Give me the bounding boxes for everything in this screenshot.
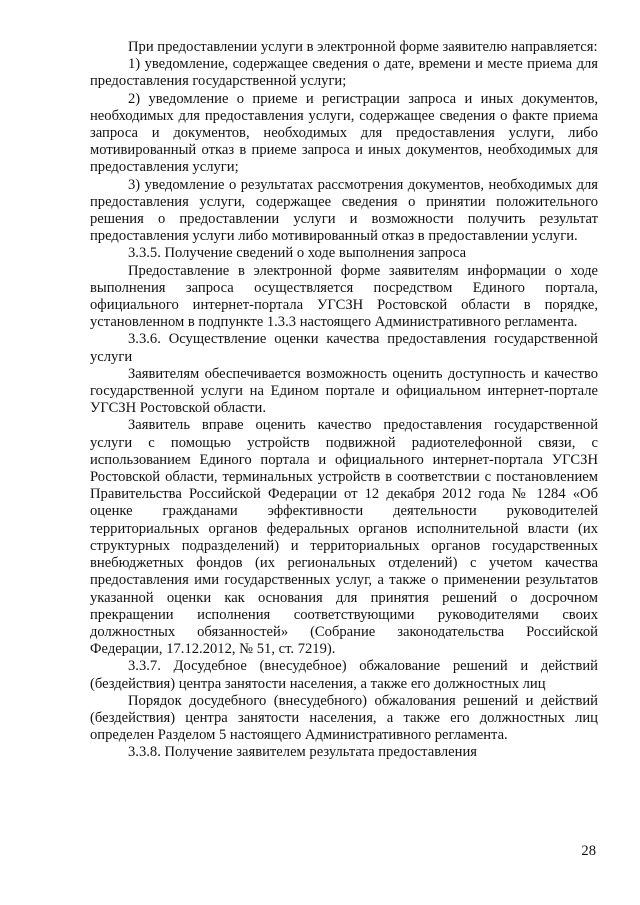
paragraph-notice-3: 3) уведомление о результатах рассмотрения документов, необходимых для предоставления услуги, содержащее сведения о принятии положительного решения о предоставлении услуги и возможности получить результат предоставления услуги либо мотивированный отказ в предоставлении услуги. bbox=[90, 176, 598, 245]
paragraph-electronic-form-intro: При предоставлении услуги в электронной форме заявителю направляется: bbox=[128, 39, 598, 55]
section-heading-3-3-5: 3.3.5. Получение сведений о ходе выполнения запроса bbox=[128, 245, 467, 262]
section-heading-3-3-8: 3.3.8. Получение заявителем результата предоставления bbox=[128, 744, 477, 761]
paragraph-notice-1: 1) уведомление, содержащее сведения о дате, времени и месте приема для предоставления государственной услуги; bbox=[90, 56, 598, 90]
page-number: 28 bbox=[581, 843, 596, 859]
paragraph-appeal-procedure: Порядок досудебного (внесудебного) обжалования решений и действий (бездействия) центра занятости населения, а также его должностных лиц определен Разделом 5 настоящего Административного регламента. bbox=[90, 692, 598, 744]
document-body bbox=[90, 39, 598, 762]
section-heading-3-3-6: 3.3.6. Осуществление оценки качества предоставления государственной услуги bbox=[90, 331, 598, 365]
paragraph-quality-assessment: Заявителям обеспечивается возможность оценить доступность и качество государственной услуги на Едином портале и официальном интернет-портале УГСЗН Ростовской области. bbox=[90, 365, 598, 417]
paragraph-notice-2: 2) уведомление о приеме и регистрации запроса и иных документов, необходимых для предоставления услуги, содержащее сведения о факте приема запроса и документов, необходимых для предоставления услуги, либо мотивированный отказ в приеме запроса и иных документов, необходимых для предоставления услуги; bbox=[90, 90, 598, 176]
paragraph-request-status: Предоставление в электронной форме заявителям информации о ходе выполнения запроса осуществляется посредством Единого портала, официального интернет-портала УГСЗН Ростовской области в порядке, установленном в подпункте 1.3.3 настоящего Административного регламента. bbox=[90, 262, 598, 331]
section-heading-3-3-7: 3.3.7. Досудебное (внесудебное) обжалование решений и действий (бездействия) центра занятости населения, а также его должностных лиц bbox=[90, 658, 598, 692]
paragraph-quality-assessment-details: Заявитель вправе оценить качество предоставления государственной услуги с помощью устройств подвижной радиотелефонной связи, с использованием Единого портала и официального интернет-портала УГСЗН Ростовской области, терминальных устройств в соответствии с постановлением Правительства Российской Федерации от 12 декабря 2012 года № 1284 «Об оценке гражданами эффективности деятельности руководителей территориальных органов федеральных органов исполнительной власти (их структурных подразделений) и территориальных органов государственных внебюджетных фондов (их региональных отделений) с учетом качества предоставления ими государственных услуг, а также о применении результатов указанной оценки как основания для принятия решений о досрочном прекращении исполнения соответствующими руководителями своих должностных обязанностей» (Собрание законодательства Российской Федерации, 17.12.2012, № 51, ст. 7219). bbox=[90, 417, 598, 658]
